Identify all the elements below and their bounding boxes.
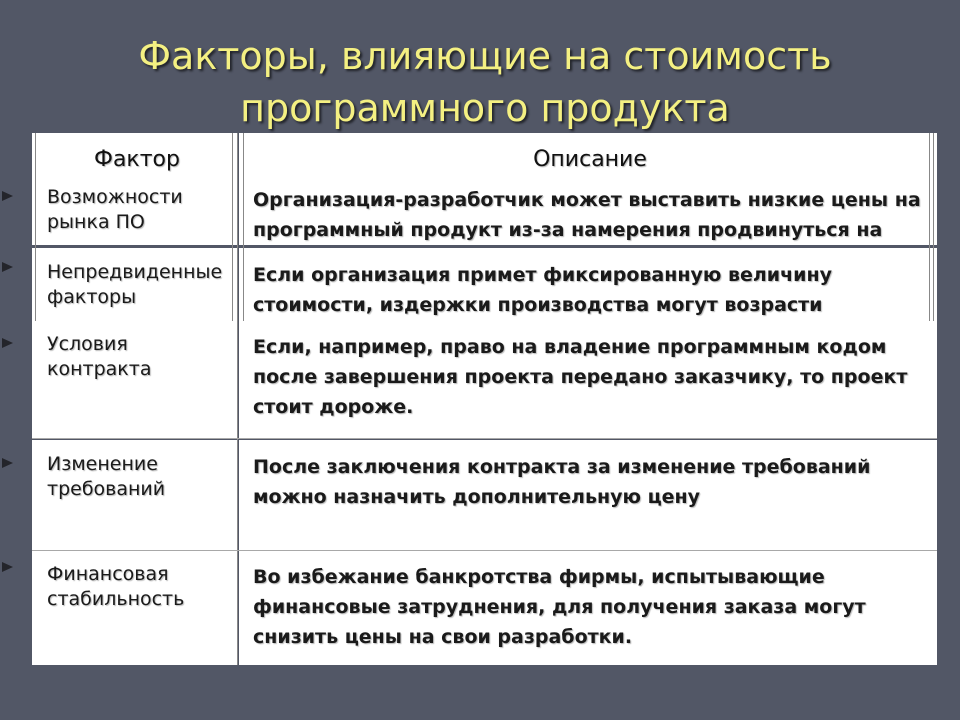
column-guide xyxy=(35,133,36,321)
factors-table xyxy=(32,133,937,665)
row-divider xyxy=(32,438,937,439)
table-row-4-description xyxy=(239,440,937,550)
arrow-bullet-icon xyxy=(2,262,13,272)
row-4-description-text: После заключения контракта за изменение требований можно назначить дополнительную цену xyxy=(253,456,871,508)
arrow-bullet-icon xyxy=(2,338,13,348)
column-guide xyxy=(232,133,233,321)
table-row-1-description xyxy=(239,173,937,245)
row-1-description-text: Организация-разработчик может выставить низкие цены на программный продукт из-за намерения продвинуться на xyxy=(253,189,921,241)
row-2-factor-text: Непредвиденные факторы xyxy=(47,261,223,308)
header-factor xyxy=(32,133,237,173)
arrow-bullet-icon xyxy=(2,562,13,572)
header-factor-label: Фактор xyxy=(94,147,180,172)
row-5-description-text: Во избежание банкротства фирмы, испытывающие финансовые затруднения, для получения заказа могут снизить цены на свои разработки. xyxy=(253,566,866,648)
row-5-factor-text: Финансовая стабильность xyxy=(47,563,185,610)
row-4-factor-text: Изменение требований xyxy=(47,453,166,500)
column-guide xyxy=(243,133,244,321)
arrow-bullet-icon xyxy=(2,191,13,201)
column-guide xyxy=(929,133,930,321)
table-row-1-factor xyxy=(32,173,237,245)
table-row-3-description xyxy=(239,320,937,438)
row-1-factor-text: Возможности рынка ПО xyxy=(47,186,183,233)
table-row-4-factor xyxy=(32,440,237,550)
row-divider xyxy=(32,550,937,551)
header-description-label: Описание xyxy=(533,147,647,172)
column-guide xyxy=(933,133,934,321)
table-row-5-factor xyxy=(32,550,237,665)
row-2-description-text: Если организация примет фиксированную величину стоимости, издержки производства могут возрасти xyxy=(253,264,832,316)
table-row-2-factor xyxy=(32,248,237,320)
header-description xyxy=(239,133,937,173)
column-divider xyxy=(237,133,238,665)
table-row-3-factor xyxy=(32,320,237,438)
row-3-description-text: Если, например, право на владение программным кодом после завершения проекта передано заказчику, то проект стоит дороже. xyxy=(253,336,908,418)
table-row-5-description xyxy=(239,550,937,665)
slide-title: Факторы, влияющие на стоимость программного продукта xyxy=(138,34,832,130)
table-row-2-description xyxy=(239,248,937,320)
row-3-factor-text: Условия контракта xyxy=(47,333,152,380)
arrow-bullet-icon xyxy=(2,458,13,468)
